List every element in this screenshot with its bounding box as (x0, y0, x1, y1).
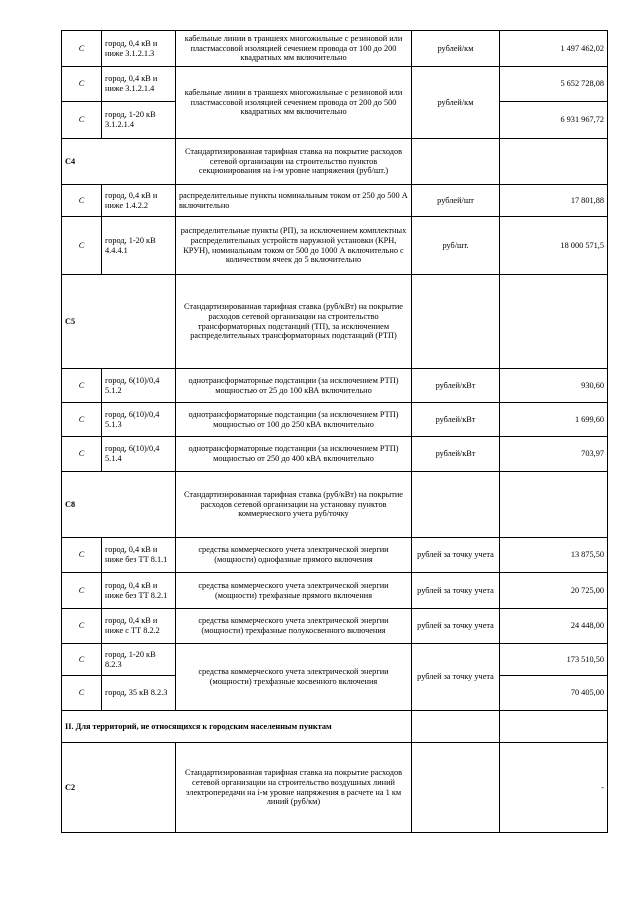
territory-cell: город, 35 кВ 8.2.3 (102, 676, 176, 711)
territory-cell: город, 1-20 кВ 3.1.2.1.4 (102, 102, 176, 139)
description-cell: распределительные пункты номинальным током от 250 до 500 А включительно (176, 185, 412, 217)
rate-symbol: С (62, 185, 102, 217)
table-row (62, 437, 608, 472)
unit-cell: рублей/км (412, 31, 500, 67)
rate-symbol: С (62, 67, 102, 102)
value-cell: 17 801,88 (500, 185, 608, 217)
rate-symbol: С (62, 573, 102, 609)
territory-cell: город, 0,4 кВ и ниже без ТТ 8.1.1 (102, 538, 176, 573)
value-cell: 703,97 (500, 437, 608, 472)
table-row (62, 139, 608, 185)
rate-code: С5 (62, 275, 176, 369)
unit-cell: рублей/км (412, 67, 500, 139)
table-row (62, 369, 608, 403)
unit-cell: рублей за точку учета (412, 609, 500, 644)
unit-cell: рублей за точку учета (412, 573, 500, 609)
description-cell: распределительные пункты (РП), за исключением комплектных распределительных устройств наружной установки (КРН, КРУН), номинальным током от 500 до 1000 А включительно с количеством ячеек до 5 включительно (176, 217, 412, 275)
rate-symbol: С (62, 609, 102, 644)
value-cell: - (500, 743, 608, 833)
value-cell: 930,60 (500, 369, 608, 403)
table-row (62, 573, 608, 609)
rate-heading: Стандартизированная тарифная ставка (руб/кВт) на покрытие расходов сетевой организации на строительство трансформаторных подстанций (ТП), за исключением распределительных трансформаторных подстанций (РТП) (176, 275, 412, 369)
unit-cell: рублей/кВт (412, 403, 500, 437)
territory-cell: город, 6(10)/0,4 5.1.4 (102, 437, 176, 472)
rate-symbol: С (62, 369, 102, 403)
unit-cell: рублей за точку учета (412, 644, 500, 711)
value-cell: 173 510,50 (500, 644, 608, 676)
rate-code: С2 (62, 743, 176, 833)
value-cell: 20 725,00 (500, 573, 608, 609)
table-row (62, 711, 608, 743)
unit-cell: рублей за точку учета (412, 538, 500, 573)
table-row (62, 538, 608, 573)
territory-cell: город, 0,4 кВ и ниже без ТТ 8.2.1 (102, 573, 176, 609)
territory-cell: город, 6(10)/0,4 5.1.2 (102, 369, 176, 403)
territory-cell: город, 0,4 кВ и ниже с ТТ 8.2.2 (102, 609, 176, 644)
rate-symbol: С (62, 31, 102, 67)
value-cell: 70 405,00 (500, 676, 608, 711)
description-cell: средства коммерческого учета электрической энергии (мощности) трехфазные полукосвенного включения (176, 609, 412, 644)
table-row (62, 743, 608, 833)
territory-cell: город, 6(10)/0,4 5.1.3 (102, 403, 176, 437)
rate-heading: Стандартизированная тарифная ставка (руб/кВт) на покрытие расходов сетевой организации на установку пунктов коммерческого учета руб/точку (176, 472, 412, 538)
tariff-table (61, 30, 608, 833)
unit-cell: рублей/кВт (412, 437, 500, 472)
unit-cell: рублей/шт (412, 185, 500, 217)
value-cell: 18 000 571,5 (500, 217, 608, 275)
table-row (62, 67, 608, 102)
rate-code: С8 (62, 472, 176, 538)
value-cell: 13 875,50 (500, 538, 608, 573)
unit-cell: рублей/кВт (412, 369, 500, 403)
description-cell: кабельные линии в траншеях многожильные с резиновой или пластмассовой изоляцией сечением провода от 200 до 500 квадратных мм включительно (176, 67, 412, 139)
rate-heading: Стандартизированная тарифная ставка на покрытие расходов сетевой организации на строительство пунктов секционирования на i-м уровне напряжения (руб/шт.) (176, 139, 412, 185)
description-cell: средства коммерческого учета электрической энергии (мощности) трехфазные косвенного включения (176, 644, 412, 711)
rate-symbol: С (62, 217, 102, 275)
territory-cell: город, 0,4 кВ и ниже 3.1.2.1.4 (102, 67, 176, 102)
rate-heading: Стандартизированная тарифная ставка на покрытие расходов сетевой организации на строительство воздушных линий электропередачи на i-м уровне напряжения в расчете на 1 км линий (руб/км) (176, 743, 412, 833)
rate-symbol: С (62, 437, 102, 472)
description-cell: однотрансформаторные подстанции (за исключением РТП) мощностью от 25 до 100 кВА включительно (176, 369, 412, 403)
description-cell: средства коммерческого учета электрической энергии (мощности) трехфазные прямого включения (176, 573, 412, 609)
value-cell: 5 652 728,08 (500, 67, 608, 102)
rate-symbol: С (62, 676, 102, 711)
table-row (62, 644, 608, 676)
description-cell: средства коммерческого учета электрической энергии (мощности) однофазные прямого включения (176, 538, 412, 573)
rate-code: С4 (62, 139, 176, 185)
value-cell: 1 497 462,02 (500, 31, 608, 67)
description-cell: однотрансформаторные подстанции (за исключением РТП) мощностью от 250 до 400 кВА включительно (176, 437, 412, 472)
table-row (62, 472, 608, 538)
unit-cell: руб/шт. (412, 217, 500, 275)
table-row (62, 31, 608, 67)
section-title: II. Для территорий, не относящихся к городским населенным пунктам (62, 711, 412, 743)
territory-cell: город, 0,4 кВ и ниже 1.4.2.2 (102, 185, 176, 217)
table-row (62, 185, 608, 217)
territory-cell: город, 1-20 кВ 4.4.4.1 (102, 217, 176, 275)
value-cell: 1 699,60 (500, 403, 608, 437)
table-row (62, 403, 608, 437)
description-cell: однотрансформаторные подстанции (за исключением РТП) мощностью от 100 до 250 кВА включительно (176, 403, 412, 437)
table-row (62, 275, 608, 369)
rate-symbol: С (62, 102, 102, 139)
territory-cell: город, 0,4 кВ и ниже 3.1.2.1.3 (102, 31, 176, 67)
value-cell: 6 931 967,72 (500, 102, 608, 139)
territory-cell: город, 1-20 кВ 8.2.3 (102, 644, 176, 676)
rate-symbol: С (62, 403, 102, 437)
description-cell: кабельные линии в траншеях многожильные с резиновой или пластмассовой изоляцией сечением провода от 100 до 200 квадратных мм включительно (176, 31, 412, 67)
table-row (62, 609, 608, 644)
rate-symbol: С (62, 644, 102, 676)
rate-symbol: С (62, 538, 102, 573)
table-row (62, 217, 608, 275)
value-cell: 24 448,00 (500, 609, 608, 644)
